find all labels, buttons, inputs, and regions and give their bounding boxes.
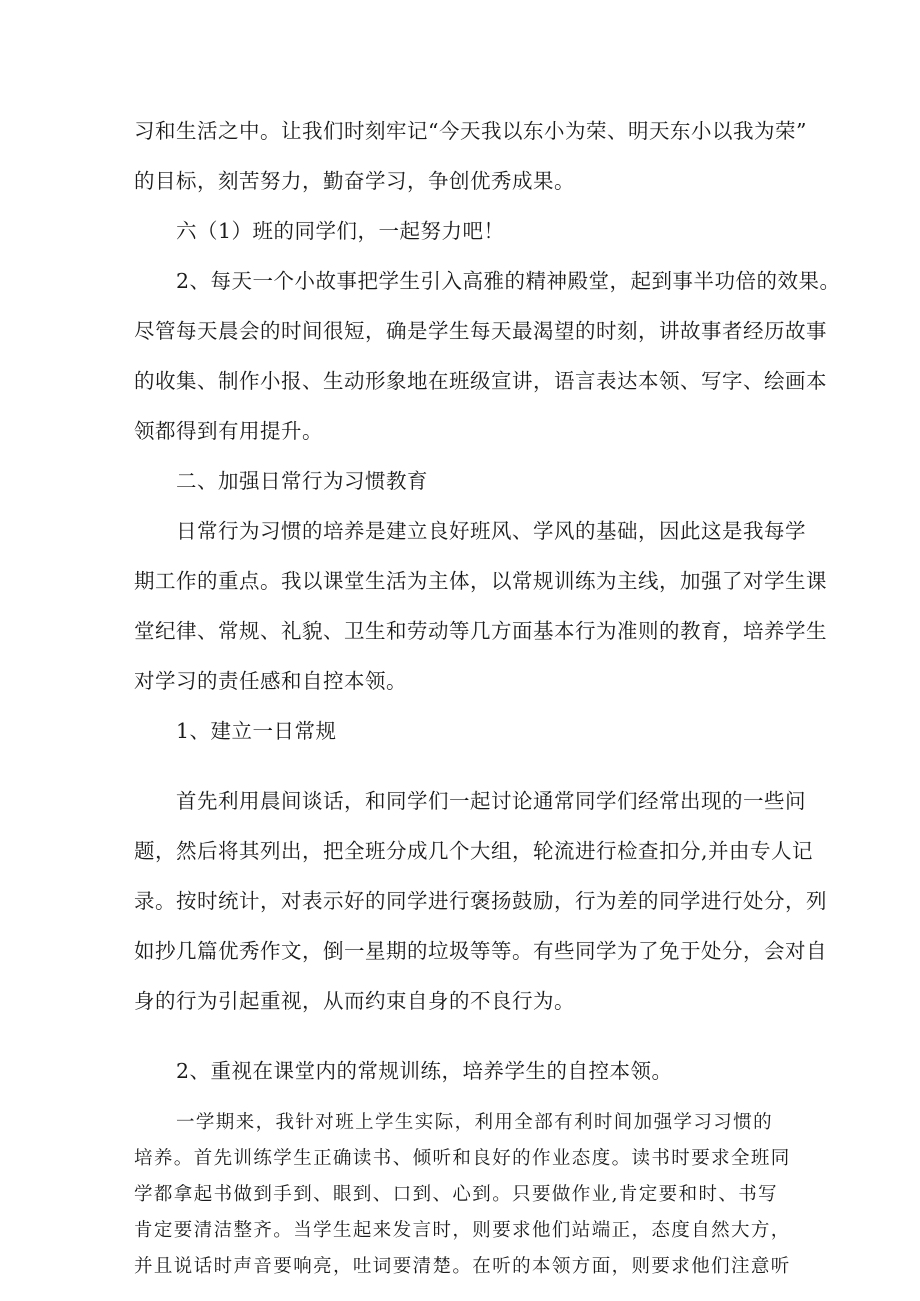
subsection-heading: 2、重视在课堂内的常规训练，培养学生的自控本领。 (176, 1059, 673, 1083)
text-line: 学都拿起书做到手到、眼到、口到、心到。只要做作业,肯定要和时、书写 (134, 1184, 779, 1205)
text-line: 并且说话时声音要响亮，吐词要清楚。在听的本领方面，则要求他们注意听 (134, 1256, 791, 1277)
text-line: 对学习的责任感和自控本领。 (134, 669, 407, 693)
text-line: 六（1）班的同学们，一起努力吧！ (176, 219, 505, 243)
text-line: 领都得到有用提升。 (134, 419, 323, 443)
text-line: 日常行为习惯的培养是建立良好班风、学风的基础，因此这是我每学 (176, 519, 806, 543)
text-line: 如抄几篇优秀作文，倒一星期的垃圾等等。有些同学为了免于处分，会对自 (134, 939, 827, 963)
text-line: 的目标，刻苦努力，勤奋学习，争创优秀成果。 (134, 169, 575, 193)
text-line: 身的行为引起重视，从而约束自身的不良行为。 (134, 989, 575, 1013)
text-line: 的收集、制作小报、生动形象地在班级宣讲，语言表达本领、写字、绘画本 (134, 369, 827, 393)
list-item-heading: 2、每天一个小故事把学生引入高雅的精神殿堂，起到事半功倍的效果。 (176, 269, 841, 293)
text-line: 录。按时统计，对表示好的同学进行褒扬鼓励，行为差的同学进行处分，列 (134, 889, 827, 913)
text-line: 肯定要清洁整齐。当学生起来发言时，则要求他们站端正，态度自然大方， (134, 1220, 791, 1241)
text-line: 培养。首先训练学生正确读书、倾听和良好的作业态度。读书时要求全班同 (134, 1148, 791, 1169)
subsection-heading: 1、建立一日常规 (176, 719, 337, 743)
section-heading: 二、加强日常行为习惯教育 (176, 469, 428, 493)
text-line: 一学期来，我针对班上学生实际，利用全部有利时间加强学习习惯的 (176, 1112, 774, 1133)
text-line: 期工作的重点。我以课堂生活为主体，以常规训练为主线，加强了对学生课 (134, 569, 827, 593)
text-line: 习和生活之中。让我们时刻牢记“今天我以东小为荣、明天东小以我为荣” (134, 119, 807, 143)
text-line: 题，然后将其列出，把全班分成几个大组，轮流进行检查扣分,并由专人记 (134, 839, 814, 863)
text-line: 尽管每天晨会的时间很短，确是学生每天最渴望的时刻，讲故事者经历故事 (134, 319, 827, 343)
text-line: 首先利用晨间谈话，和同学们一起讨论通常同学们经常出现的一些问 (176, 789, 806, 813)
text-line: 堂纪律、常规、礼貌、卫生和劳动等几方面基本行为准则的教育，培养学生 (134, 619, 827, 643)
